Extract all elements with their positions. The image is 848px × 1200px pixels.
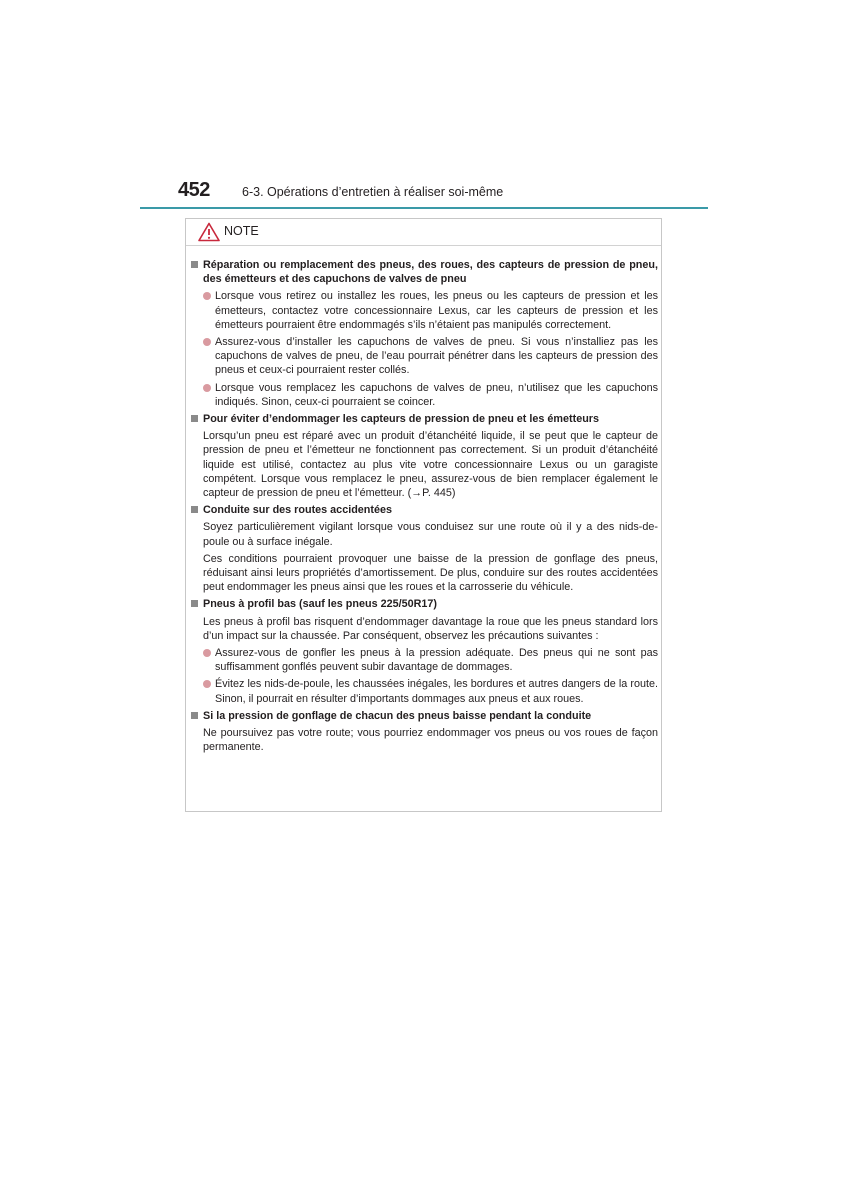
warning-triangle-icon <box>198 222 220 242</box>
note-label: NOTE <box>224 224 259 238</box>
bullet-text: Lorsque vous remplacez les capuchons de valves de pneu, n’utilisez que les capuchons indiqués. Sinon, ceux-ci pourraient se coincer. <box>215 381 658 408</box>
section-heading <box>190 258 658 286</box>
bullet-text: Évitez les nids-de-poule, les chaussées inégales, les bordures et autres dangers de la route. Sinon, il pourrait en résulter d’importants dommages aux pneus et aux roues. <box>215 678 658 705</box>
section-heading <box>190 597 658 611</box>
section-title: 6-3. Opérations d’entretien à réaliser soi-même <box>242 185 504 199</box>
round-bullet-icon <box>203 649 211 657</box>
square-bullet-icon <box>191 712 198 719</box>
header-rule <box>140 207 708 209</box>
bullet-item <box>190 289 658 332</box>
section-paragraph: Ne poursuivez pas votre route; vous pourriez endommager vos pneus ou vos roues de façon permanente. <box>203 727 658 754</box>
bullet-text: Assurez-vous de gonfler les pneus à la pression adéquate. Des pneus qui ne sont pas suffisamment gonflés peuvent subir davantage de dommages. <box>215 647 658 674</box>
bullet-item <box>190 381 658 409</box>
section-heading-text: Si la pression de gonflage de chacun des pneus baisse pendant la conduite <box>203 709 592 722</box>
bullet-item <box>190 677 658 705</box>
note-box <box>185 218 662 812</box>
round-bullet-icon <box>203 338 211 346</box>
round-bullet-icon <box>203 292 211 300</box>
square-bullet-icon <box>191 261 198 268</box>
note-content <box>190 255 658 755</box>
bullet-item <box>190 646 658 674</box>
bullet-text: Assurez-vous d’installer les capuchons de valves de pneu. Si vous n’installiez pas les capuchons de valves de pneu, de l’eau pourrait pénétrer dans les capteurs de pression des pneus et ceux-ci pourraient rester collés. <box>215 336 658 377</box>
square-bullet-icon <box>191 600 198 607</box>
section-heading <box>190 709 658 723</box>
round-bullet-icon <box>203 680 211 688</box>
section-heading-text: Pour éviter d’endommager les capteurs de pression de pneu et les émetteurs <box>203 413 600 426</box>
square-bullet-icon <box>191 415 198 422</box>
note-header <box>186 219 661 246</box>
section-paragraph: Ces conditions pourraient provoquer une baisse de la pression de gonflage des pneus, réduisant ainsi leurs propriétés d’amortissement. De plus, conduire sur des routes accidentées peut endommager les pneus ainsi que les roues et la carrosserie du véhicule. <box>203 552 658 594</box>
bullet-item <box>190 335 658 378</box>
section-heading <box>190 503 658 517</box>
square-bullet-icon <box>191 506 198 513</box>
page-header <box>178 179 708 207</box>
bullet-text: Lorsque vous retirez ou installez les roues, les pneus ou les capteurs de pression et les émetteurs, contactez votre concessionnaire Lexus, car les capteurs de pression et les émetteurs pourraient être endommagés s’ils n’étaient pas manipulés correctement. <box>215 290 658 331</box>
page-number: 452 <box>178 179 210 201</box>
round-bullet-icon <box>203 384 211 392</box>
section-heading-text: Conduite sur des routes accidentées <box>203 504 392 517</box>
section-heading <box>190 412 658 426</box>
section-paragraph: Lorsqu’un pneu est réparé avec un produit d’étanchéité liquide, il se peut que le capteur de pression de pneu et l’émetteur ne fonctionnent pas correctement. Si un produit d’étanchéité liquide est utilisé, contactez au plus vite votre concessionnaire Lexus ou un garagiste compétent. Lorsque vous remplacez le pneu, assurez-vous de bien remplacer également le capteur de pression de pneu et l’émetteur. (→P. 445) <box>203 430 658 500</box>
section-paragraph: Les pneus à profil bas risquent d’endommager davantage la roue que les pneus standard lors d’un impact sur la chaussée. Par conséquent, observez les précautions suivantes : <box>203 615 658 642</box>
section-heading-text: Pneus à profil bas (sauf les pneus 225/50R17) <box>203 598 438 611</box>
section-paragraph: Soyez particulièrement vigilant lorsque vous conduisez sur une route où il y a des nids-de-poule ou à surface inégale. <box>203 521 658 548</box>
section-heading-text: Réparation ou remplacement des pneus, des roues, des capteurs de pression de pneu, des émetteurs et des capuchons de valves de pneu <box>203 259 658 286</box>
